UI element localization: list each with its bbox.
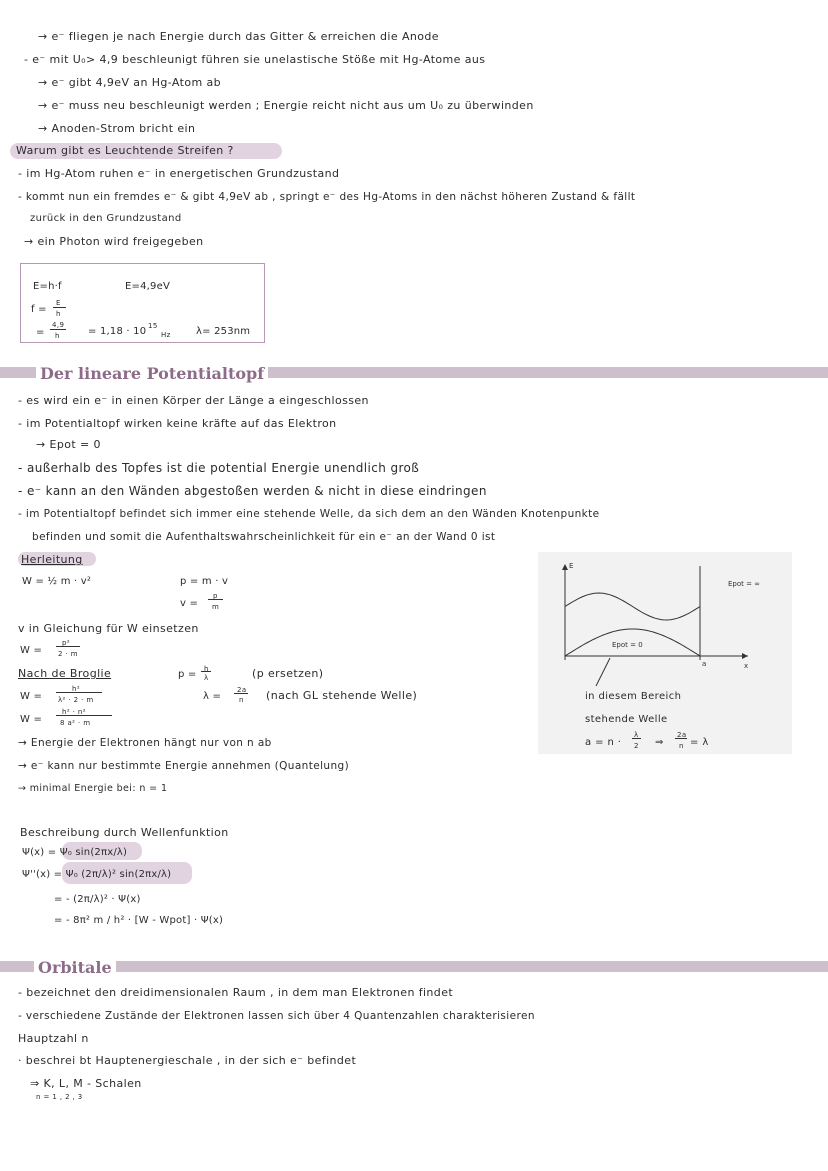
- epot-inside-label: Epot = 0: [612, 641, 643, 649]
- intro-line-1: → e⁻ fliegen je nach Energie durch das Gitter & erreichen die Anode: [38, 30, 439, 43]
- intro-line-2: - e⁻ mit U₀> 4,9 beschleunigt führen sie unelastische Stöße mit Hg-Atome aus: [24, 53, 486, 66]
- section-bar-orbitale: [0, 961, 828, 972]
- formula-frac1-num: E: [56, 299, 61, 307]
- formula-f-eq: f =: [31, 304, 47, 315]
- chart-note-3-num2: 2a: [677, 731, 687, 739]
- chart-note-2: stehende Welle: [585, 714, 668, 725]
- question-title: Warum gibt es Leuchtende Streifen ?: [16, 144, 234, 157]
- s2-line-3: Hauptzahl n: [18, 1032, 89, 1045]
- derivation-conclusion-3: → minimal Energie bei: n = 1: [18, 783, 168, 794]
- epot-outside-label: Epot = ∞: [728, 580, 761, 588]
- formula-e-hf: E=h·f: [33, 281, 62, 292]
- chart-note-3-num: λ: [634, 731, 639, 739]
- formula-lambda: λ= 253nm: [196, 326, 251, 337]
- intro-line-4: → e⁻ muss neu beschleunigt werden ; Energie reicht nicht aus um U₀ zu überwinden: [38, 99, 534, 112]
- annotation-pointer: [596, 658, 610, 686]
- y-axis-label: E: [569, 562, 574, 570]
- intro-line-5: → Anoden-Strom bricht ein: [38, 122, 196, 135]
- chart-note-3-den: 2: [634, 742, 639, 750]
- derivation-heading: Herleitung: [21, 553, 83, 566]
- x-axis-label: x: [744, 662, 749, 670]
- derivation-conclusion-1: → Energie der Elektronen hängt nur von n ab: [18, 737, 272, 749]
- question-line-4: → ein Photon wird freigegeben: [24, 235, 204, 248]
- s2-line-4: · beschrei bt Hauptenergieschale , in der sich e⁻ befindet: [18, 1054, 357, 1067]
- derivation-v1: v =: [180, 598, 199, 609]
- wave-psi-1: Ψ(x) = Ψ₀ sin(2πx/λ): [22, 847, 128, 858]
- derivation-p2-num: h: [204, 665, 209, 673]
- derivation-w4-num: h² · n²: [62, 708, 86, 716]
- formula-unit: Hz: [161, 331, 171, 339]
- derivation-lambda-num: 2a: [237, 686, 247, 694]
- derivation-broglie: Nach de Broglie: [18, 667, 112, 680]
- chart-note-3a: a = n ·: [585, 737, 622, 748]
- formula-frac1-den: h: [56, 310, 61, 318]
- question-line-2: - kommt nun ein fremdes e⁻ & gibt 4,9eV ab , springt e⁻ des Hg-Atoms in den nächst höheren Zustand & fällt: [18, 191, 636, 203]
- s1-line-7: befinden und somit die Aufenthaltswahrscheinlichkeit für ein e⁻ an der Wand 0 ist: [32, 531, 496, 543]
- y-axis-arrow: [562, 564, 568, 570]
- s2-line-2: - verschiedene Zustände der Elektronen lassen sich über 4 Quantenzahlen charakterisieren: [18, 1010, 535, 1022]
- derivation-v1-den: m: [212, 603, 220, 611]
- formula-result: = 1,18 · 10: [88, 326, 147, 337]
- question-line-1: - im Hg-Atom ruhen e⁻ in energetischen Grundzustand: [18, 167, 340, 180]
- derivation-w2-num: p²: [62, 639, 71, 647]
- derivation-w2: W =: [20, 645, 43, 656]
- derivation-p-replace: (p ersetzen): [252, 667, 324, 680]
- derivation-w4: W =: [20, 714, 43, 725]
- section-title-potentialtopf: Der lineare Potentialtopf: [36, 364, 268, 383]
- derivation-conclusion-2: → e⁻ kann nur bestimmte Energie annehmen (Quantelung): [18, 760, 350, 772]
- s2-line-1: - bezeichnet den dreidimensionalen Raum , in dem man Elektronen findet: [18, 986, 454, 999]
- intro-line-3: → e⁻ gibt 4,9eV an Hg-Atom ab: [38, 76, 221, 89]
- wave-psi-2: Ψ''(x) = Ψ₀ (2π/λ)² sin(2πx/λ): [22, 869, 172, 880]
- s2-line-5: ⇒ K, L, M - Schalen: [30, 1077, 142, 1090]
- chart-note-3-den2: n: [679, 742, 684, 750]
- question-line-3: zurück in den Grundzustand: [30, 213, 182, 224]
- s1-line-6: - im Potentialtopf befindet sich immer eine stehende Welle, da sich dem an den Wänden Knotenpunkte: [18, 508, 600, 520]
- wave-psi-3: = - (2π/λ)² · Ψ(x): [54, 894, 141, 905]
- derivation-w2-den: 2 · m: [58, 650, 78, 658]
- derivation-p2-den: λ: [204, 674, 209, 682]
- formula-frac2-den: h: [55, 332, 60, 340]
- section-title-orbitale: Orbitale: [34, 958, 116, 977]
- s1-line-1: - es wird ein e⁻ in einen Körper der Länge a eingeschlossen: [18, 394, 369, 407]
- a-tick-label: a: [702, 660, 707, 668]
- derivation-p2: p =: [178, 669, 197, 680]
- chart-note-3c: = λ: [690, 737, 709, 748]
- derivation-w3-den: λ² · 2 · m: [58, 696, 94, 704]
- s1-line-3: → Epot = 0: [36, 438, 101, 451]
- chart-note-3b: ⇒: [655, 737, 664, 748]
- formula-e-value: E=4,9eV: [125, 281, 170, 292]
- wave-heading: Beschreibung durch Wellenfunktion: [20, 826, 229, 839]
- s2-line-6: n = 1 , 2 , 3: [36, 1093, 83, 1101]
- formula-eq2: =: [36, 327, 45, 338]
- derivation-v1-num: p: [213, 592, 218, 600]
- derivation-substitute: v in Gleichung für W einsetzen: [18, 622, 199, 635]
- derivation-lambda-den: n: [239, 696, 244, 704]
- s1-line-5: - e⁻ kann an den Wänden abgestoßen werden & nicht in diese eindringen: [18, 484, 487, 498]
- derivation-lambda: λ =: [203, 691, 222, 702]
- chart-note-1: in diesem Bereich: [585, 691, 682, 702]
- derivation-w4-den: 8 a² · m: [60, 719, 91, 727]
- derivation-w3-num: h²: [72, 685, 81, 693]
- formula-exponent: 15: [148, 322, 158, 330]
- x-axis-arrow: [742, 653, 748, 659]
- formula-frac2-num: 4,9: [52, 321, 65, 329]
- derivation-w3: W =: [20, 691, 43, 702]
- derivation-lambda-note: (nach GL stehende Welle): [266, 689, 418, 702]
- wave-psi-4: = - 8π² m / h² · [W - Wpot] · Ψ(x): [54, 915, 224, 926]
- s1-line-4: - außerhalb des Topfes ist die potential Energie unendlich groß: [18, 461, 420, 475]
- s1-line-2: - im Potentialtopf wirken keine kräfte auf das Elektron: [18, 417, 337, 430]
- series-line-n2: [565, 593, 700, 620]
- derivation-w1: W = ½ m · v²: [22, 576, 92, 587]
- derivation-p1: p = m · v: [180, 576, 229, 587]
